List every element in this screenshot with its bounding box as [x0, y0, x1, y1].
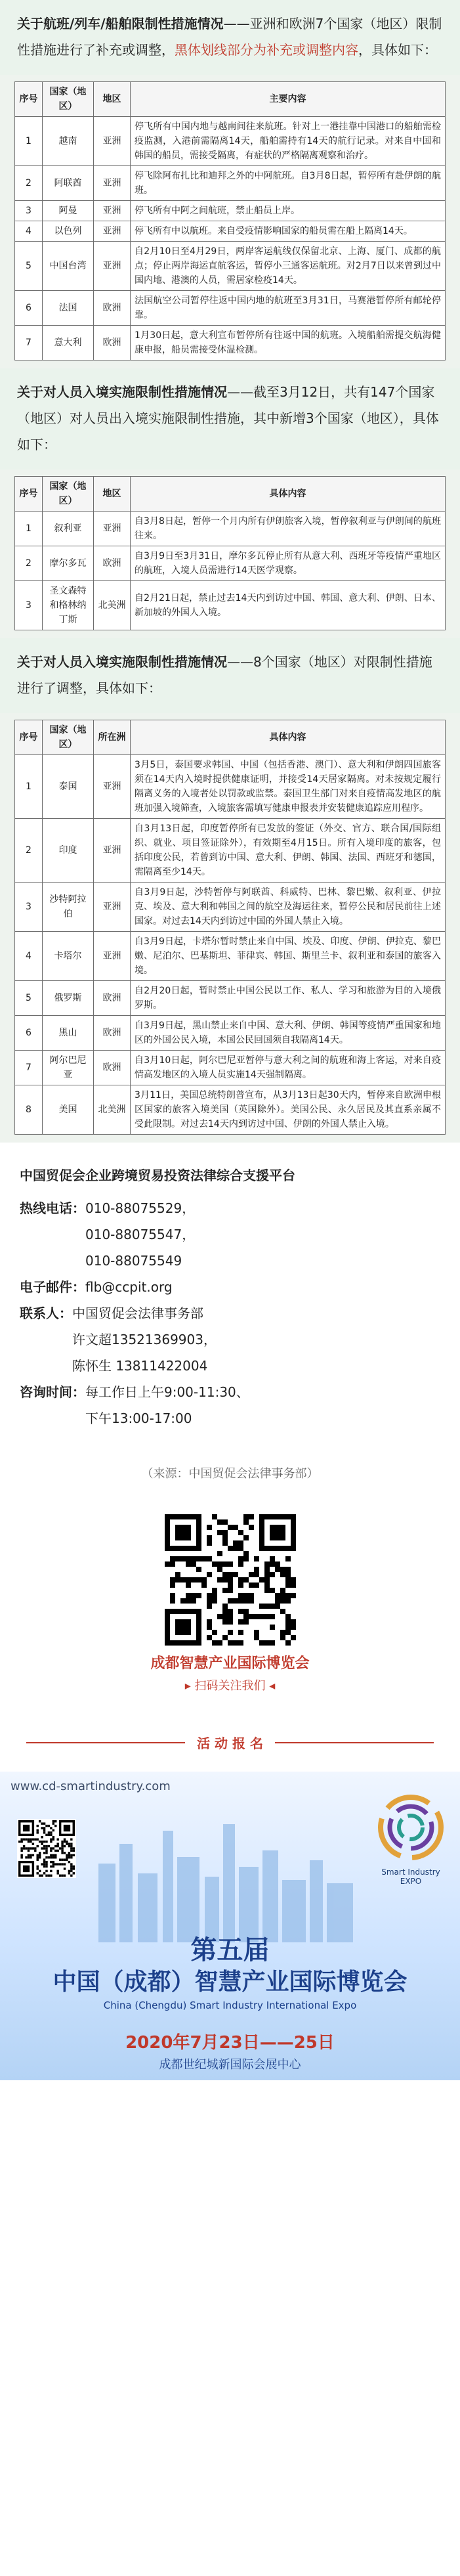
hotline-label: 热线电话：: [20, 1200, 85, 1216]
section1-cell-no: 5: [15, 242, 43, 291]
section1-cell-content: 自2月10日至4月29日，两岸客运航线仅保留北京、上海、厦门、成都的航点；停止两岸海运直航客运，暂停小三通客运航班。对2月7日以来曾到过中国内地、港澳的人员，需居家检疫14天。: [131, 242, 446, 291]
section3-cell-country: 俄罗斯: [43, 981, 94, 1016]
section3-header-cell: 国家（地区）: [43, 720, 94, 755]
section3-cell-no: 4: [15, 932, 43, 981]
activity-label[interactable]: 活 动 报 名: [197, 1736, 263, 1751]
section3-table-row: [15, 932, 446, 981]
person-label: 联系人：: [20, 1305, 72, 1321]
section3-table-row: [15, 981, 446, 1016]
section1-header-cell: 地区: [94, 82, 131, 117]
section3-cell-country: 卡塔尔: [43, 932, 94, 981]
section3-table-wrap: [0, 713, 460, 1143]
section2-table-row: [15, 546, 446, 581]
section1-table-wrap: [0, 75, 460, 368]
section3-cell-country: 沙特阿拉伯: [43, 883, 94, 932]
section2-cell-country: 叙利亚: [43, 512, 94, 546]
section3-cell-region: 亚洲: [94, 755, 131, 819]
section3-header-cell: 具体内容: [131, 720, 446, 755]
section2-table-row: [15, 512, 446, 546]
email-value[interactable]: flb@ccpit.org: [85, 1279, 173, 1295]
section3-head: 关于对人员入境实施限制性措施情况: [17, 654, 227, 670]
time-row: [20, 1379, 440, 1431]
section1-cell-no: 1: [15, 117, 43, 166]
expo-venue: 成都世纪城新国际会展中心: [159, 2058, 301, 2072]
section1-cell-content: 停飞所有中阿之间航班，禁止船员上岸。: [131, 201, 446, 221]
section1-cell-region: 亚洲: [94, 117, 131, 166]
section2-cell-no: 1: [15, 512, 43, 546]
section1-cell-no: 3: [15, 201, 43, 221]
section1-cell-content: 法国航空公司暂停往返中国内地的航班至3月31日，马赛港暂停所有邮轮停靠。: [131, 291, 446, 326]
section1-cell-no: 7: [15, 326, 43, 360]
section1-header-cell: 主要内容: [131, 82, 446, 117]
section1-table: [14, 81, 446, 360]
expo-banner[interactable]: [0, 1772, 460, 2080]
section2-cell-country: 摩尔多瓦: [43, 546, 94, 581]
section3-table-row: [15, 1016, 446, 1051]
contact-section: [0, 1143, 460, 1438]
qr-block: [0, 1514, 460, 1707]
section3-cell-country: 印度: [43, 819, 94, 883]
section3-cell-country: 泰国: [43, 755, 94, 819]
section2-header-cell: 地区: [94, 477, 131, 512]
section1-emphasis: 黑体划线部分为补充或调整内容: [175, 42, 358, 58]
section1-cell-country: 越南: [43, 117, 94, 166]
section1-cell-content: 1月30日起，意大利宣布暂停所有往返中国的航班。入境船舶需提交航海健康申报，船员需接受体温检测。: [131, 326, 446, 360]
qr-subcaption: ▸ 扫码关注我们 ◂: [184, 1679, 276, 1693]
section3-cell-content: 3月11日，美国总统特朗普宣布，从3月13日起30天内，暂停来自欧洲申根区国家的旅客入境美国（英国除外）。美国公民、永久居民及其直系亲属不受此限制。对过去14天内到访过中国、伊朗的外国人禁止入境。: [131, 1085, 446, 1135]
section3-cell-no: 5: [15, 981, 43, 1016]
person-row: [20, 1300, 440, 1379]
section3-cell-country: 阿尔巴尼亚: [43, 1051, 94, 1085]
section1-cell-country: 阿联酋: [43, 166, 94, 201]
section2-cell-content: 自3月8日起，暂停一个月内所有伊朗旅客入境，暂停叙利亚与伊朗间的航班往来。: [131, 512, 446, 546]
section2-cell-no: 3: [15, 581, 43, 630]
section3-table-row: [15, 883, 446, 932]
email-label: 电子邮件：: [20, 1279, 85, 1295]
section1-table-row: [15, 242, 446, 291]
section3-cell-content: 自3月9日起，卡塔尔暂时禁止来自中国、埃及、印度、伊朗、伊拉克、黎巴嫩、尼泊尔、巴基斯坦、菲律宾、韩国、斯里兰卡、叙利亚和泰国的旅客入境。: [131, 932, 446, 981]
section1-header-cell: 国家（地区）: [43, 82, 94, 117]
section3-cell-no: 7: [15, 1051, 43, 1085]
section3-cell-region: 北美洲: [94, 1085, 131, 1135]
section3-cell-content: 自3月10日起，阿尔巴尼亚暂停与意大利之间的航班和海上客运，对来自疫情高发地区的入境人员实施14天强制隔离。: [131, 1051, 446, 1085]
section3-cell-content: 自2月20日起，暂时禁止中国公民以工作、私人、学习和旅游为目的入境俄罗斯。: [131, 981, 446, 1016]
section1-header-cell: 序号: [15, 82, 43, 117]
section1-table-row: [15, 166, 446, 201]
section1-intro: [0, 0, 460, 75]
section2-cell-content: 自2月21日起，禁止过去14天内到访过中国、韩国、意大利、伊朗、日本、新加坡的外国人入境。: [131, 581, 446, 630]
section1-text-a: ——亚洲和欧洲7个国家（地区）限制性措施进行了补充或调整，: [17, 16, 442, 58]
qr-caption: 成都智慧产业国际博览会: [150, 1655, 310, 1672]
activity-divider: [26, 1733, 434, 1752]
section3-cell-no: 1: [15, 755, 43, 819]
section1-cell-region: 欧洲: [94, 326, 131, 360]
section2-cell-no: 2: [15, 546, 43, 581]
section1-cell-content: 停飞所有中以航班。来自受疫情影响国家的船员需在船上隔离14天。: [131, 221, 446, 242]
section2-cell-country: 圣文森特和格林纳丁斯: [43, 581, 94, 630]
section3-cell-region: 欧洲: [94, 1016, 131, 1051]
section3-cell-no: 8: [15, 1085, 43, 1135]
section1-cell-no: 6: [15, 291, 43, 326]
section3-cell-region: 亚洲: [94, 932, 131, 981]
divider-line-right: [275, 1742, 434, 1743]
section3-cell-content: 3月5日，泰国要求韩国、中国（包括香港、澳门）、意大利和伊朗四国旅客须在14天内入境时提供健康证明，并接受14天居家隔离。对未按规定履行隔离义务的入境者处以罚款或监禁。泰国卫生部门对来自疫情高发地区的航班加强入境筛查，入境旅客需填写健康申报表并安装健康追踪应用程序。: [131, 755, 446, 819]
section2-header-cell: 序号: [15, 477, 43, 512]
section3-cell-no: 6: [15, 1016, 43, 1051]
hotline-value: 010-88075529， 010-88075547， 010-88075549: [85, 1200, 196, 1269]
city-skyline-icon: [0, 1811, 460, 1942]
section3-header-cell: 序号: [15, 720, 43, 755]
time-value: 每工作日上午9:00-11:30、 下午13:00-17:00: [85, 1384, 249, 1426]
section1-cell-country: 法国: [43, 291, 94, 326]
section3-cell-no: 3: [15, 883, 43, 932]
divider-line-left: [26, 1742, 185, 1743]
section3-cell-content: 自3月13日起，印度暂停所有已发放的签证（外交、官方、联合国/国际组织、就业、项目签证除外），有效期至4月15日。所有入境印度的旅客，包括印度公民，若曾到访中国、意大利、伊朗、韩国、法国、西班牙和德国，需隔离至少14天。: [131, 819, 446, 883]
section2-head: 关于对人员入境实施限制性措施情况: [17, 384, 227, 400]
section3-cell-country: 美国: [43, 1085, 94, 1135]
section1-cell-country: 中国台湾: [43, 242, 94, 291]
section3-cell-region: 欧洲: [94, 1051, 131, 1085]
section1-cell-region: 亚洲: [94, 201, 131, 221]
section2-cell-region: 亚洲: [94, 512, 131, 546]
contact-title: 中国贸促会企业跨境贸易投资法律综合支援平台: [20, 1168, 295, 1183]
section2-table-wrap: [0, 469, 460, 638]
section2-cell-region: 欧洲: [94, 546, 131, 581]
section1-table-row: [15, 291, 446, 326]
section3-intro: [0, 638, 460, 713]
section3-cell-country: 黑山: [43, 1016, 94, 1051]
section2-cell-region: 北美洲: [94, 581, 131, 630]
section1-table-row: [15, 117, 446, 166]
section2-table: [14, 476, 446, 630]
section3-cell-region: 亚洲: [94, 819, 131, 883]
section3-header-cell: 所在洲: [94, 720, 131, 755]
section1-text-b: ，具体如下：: [358, 42, 437, 58]
hotline-row: [20, 1195, 440, 1274]
logo-text: Smart Industry EXPO: [381, 1867, 440, 1886]
section2-header-cell: 国家（地区）: [43, 477, 94, 512]
section1-cell-region: 亚洲: [94, 242, 131, 291]
expo-edition: 第五届: [190, 1935, 270, 1965]
section1-table-row: [15, 221, 446, 242]
section1-head: 关于航班/列车/船舶限制性措施情况: [17, 16, 224, 32]
section3-cell-content: 自3月9日起，沙特暂停与阿联酋、科威特、巴林、黎巴嫩、叙利亚、伊拉克、埃及、意大利和韩国之间的航空及海运往来，暂停公民和居民前往上述国家。对过去14天内到访过中国的外国人禁止入境。: [131, 883, 446, 932]
section1-cell-country: 以色列: [43, 221, 94, 242]
section3-table-row: [15, 755, 446, 819]
section1-cell-content: 停飞所有中国内地与越南间往来航班。针对上一港挂靠中国港口的船舶需检疫监测，入港前需隔离14天，船舶需持有14天的航行记录。对来自中国和韩国的船员，需接受隔离，有症状的严格隔离观察和治疗。: [131, 117, 446, 166]
expo-title: 中国（成都）智慧产业国际博览会: [52, 1969, 408, 1996]
section3-table: [14, 720, 446, 1135]
section1-cell-no: 4: [15, 221, 43, 242]
section1-cell-region: 亚洲: [94, 166, 131, 201]
section3-table-row: [15, 1085, 446, 1135]
email-row: [20, 1274, 440, 1300]
qr-code-icon[interactable]: [165, 1514, 296, 1646]
section3-table-row: [15, 819, 446, 883]
expo-title-en: China (Chengdu) Smart Industry International Expo: [103, 1999, 357, 2011]
section2-table-row: [15, 581, 446, 630]
section1-cell-country: 意大利: [43, 326, 94, 360]
section3-cell-no: 2: [15, 819, 43, 883]
section1-cell-country: 阿曼: [43, 201, 94, 221]
section3-table-row: [15, 1051, 446, 1085]
expo-date: 2020年7月23日——25日: [125, 2033, 335, 2053]
section1-cell-no: 2: [15, 166, 43, 201]
section3-cell-region: 亚洲: [94, 883, 131, 932]
section3-cell-content: 自3月9日起，黑山禁止来自中国、意大利、伊朗、韩国等疫情严重国家和地区的外国公民入境，本国公民回国须自我隔离14天。: [131, 1016, 446, 1051]
banner-url[interactable]: www.cd-smartindustry.com: [10, 1779, 171, 1793]
section1-cell-content: 停飞除阿布扎比和迪拜之外的中阿航班。自3月8日起，暂停所有赴伊朗的航班。: [131, 166, 446, 201]
section3-cell-region: 欧洲: [94, 981, 131, 1016]
section1-table-row: [15, 201, 446, 221]
person-value: 中国贸促会法律事务部 许文超13521369903， 陈怀生 13811422004: [72, 1305, 217, 1374]
section2-cell-content: 自3月9日至3月31日，摩尔多瓦停止所有从意大利、西班牙等疫情严重地区的航班，入境人员需进行14天医学观察。: [131, 546, 446, 581]
section1-cell-region: 亚洲: [94, 221, 131, 242]
section3-text-a: ——8个国家（地区）对限制性措施进行了调整，具体如下：: [17, 654, 432, 696]
source-note: （来源：中国贸促会法律事务部）: [141, 1467, 319, 1481]
section2-text-a: ——截至3月12日，共有147个国家（地区）对人员出入境实施限制性措施，其中新增3个国家（地区），具体如下：: [17, 384, 439, 452]
time-label: 咨询时间：: [20, 1384, 85, 1400]
section2-intro: [0, 368, 460, 469]
section2-header-cell: 具体内容: [131, 477, 446, 512]
section1-table-row: [15, 326, 446, 360]
section1-cell-region: 欧洲: [94, 291, 131, 326]
